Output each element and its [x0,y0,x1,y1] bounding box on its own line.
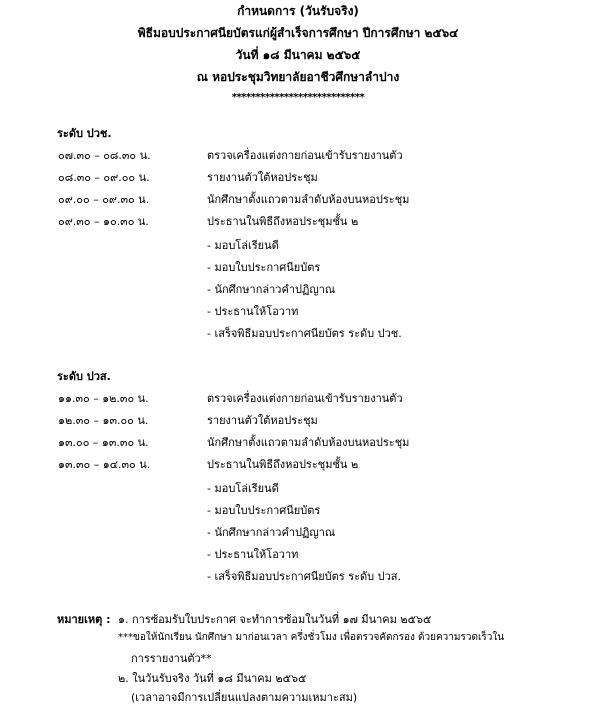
ceremony-subitem: - เสร็จพิธีมอบประกาศนียบัตร ระดับ ปวส. [207,570,402,583]
ceremony-subitem: - ประธานให้โอวาท [207,305,299,318]
schedule-time: ๐๙.๓๐ – ๑๐.๓๐ น. [58,215,149,228]
schedule-activity: ประธานในพิธีถึงหอประชุมชั้น ๒ [207,458,359,471]
schedule-time: ๑๑.๓๐ – ๑๒.๓๐ น. [58,392,149,405]
schedule-activity: นักศึกษาตั้งแถวตามลำดับห้องบนหอประชุม [207,193,410,206]
schedule-time: ๑๒.๓๐ – ๑๓.๐๐ น. [58,414,149,427]
ceremony-subitem: - นักศึกษากล่าวคำปฏิญาณ [207,526,336,539]
schedule-activity: ตรวจเครื่องแต่งกายก่อนเข้ารับรายงานตัว [207,149,403,162]
schedule-time: ๑๓.๐๐ – ๑๓.๓๐ น. [58,436,149,449]
ceremony-title: พิธีมอบประกาศนียบัตรแก่ผู้สำเร็จการศึกษา ปีการศึกษา ๒๕๖๔ [137,26,459,40]
schedule-activity: รายงานตัวใต้หอประชุม [207,414,318,427]
note-item: ๑. การซ้อมรับใบประกาศ จะทำการซ้อมในวันที่ ๑๗ มีนาคม ๒๕๖๕ [118,613,432,626]
section-title-vocational-certificate: ระดับ ปวช. [57,127,112,140]
ceremony-subitem: - มอบใบประกาศนียบัตร [207,504,321,517]
schedule-activity: ตรวจเครื่องแต่งกายก่อนเข้ารับรายงานตัว [207,392,403,405]
note-item: ๒. ในวันรับจริง วันที่ ๑๘ มีนาคม ๒๕๖๕ [118,672,307,685]
ceremony-subitem: - มอบโล่เรียนดี [207,482,279,495]
section-title-higher-vocational-certificate: ระดับ ปวส. [57,370,111,383]
ceremony-date: วันที่ ๑๘ มีนาคม ๒๕๖๕ [235,48,361,62]
schedule-time: ๐๙.๐๐ – ๐๙.๓๐ น. [58,193,150,206]
schedule-time: ๐๘.๓๐ – ๐๙.๐๐ น. [58,171,150,184]
ceremony-subitem: - นักศึกษากล่าวคำปฏิญาณ [207,283,336,296]
ceremony-subitem: - มอบโล่เรียนดี [207,239,279,252]
note-detail: ***ขอให้นักเรียน นักศึกษา มาก่อนเวลา ครึ่งชั่วโมง เพื่อตรวจคัดกรอง ด้วยความรวดเร็วใน [118,632,505,643]
ceremony-venue: ณ หอประชุมวิทยาลัยอาชีวศึกษาลำปาง [196,70,400,84]
ceremony-subitem: - ประธานให้โอวาท [207,548,299,561]
ceremony-subitem: - เสร็จพิธีมอบประกาศนียบัตร ระดับ ปวช. [207,327,402,340]
header-separator: **************************** [231,92,365,103]
schedule-time: ๐๗.๓๐ – ๐๘.๓๐ น. [58,149,151,162]
schedule-activity: นักศึกษาตั้งแถวตามลำดับห้องบนหอประชุม [207,436,410,449]
schedule-activity: ประธานในพิธีถึงหอประชุมชั้น ๒ [207,215,359,228]
note-detail: การรายงานตัว** [131,652,212,665]
ceremony-subitem: - มอบใบประกาศนียบัตร [207,261,321,274]
schedule-title: กำหนดการ (วันรับจริง) [237,4,359,18]
note-detail: (เวลาอาจมีการเปลี่ยนแปลงตามความเหมาะสม) [131,691,358,704]
schedule-time: ๑๓.๓๐ – ๑๔.๓๐ น. [58,458,151,471]
note-label: หมายเหตุ : [57,613,111,626]
schedule-activity: รายงานตัวใต้หอประชุม [207,171,318,184]
